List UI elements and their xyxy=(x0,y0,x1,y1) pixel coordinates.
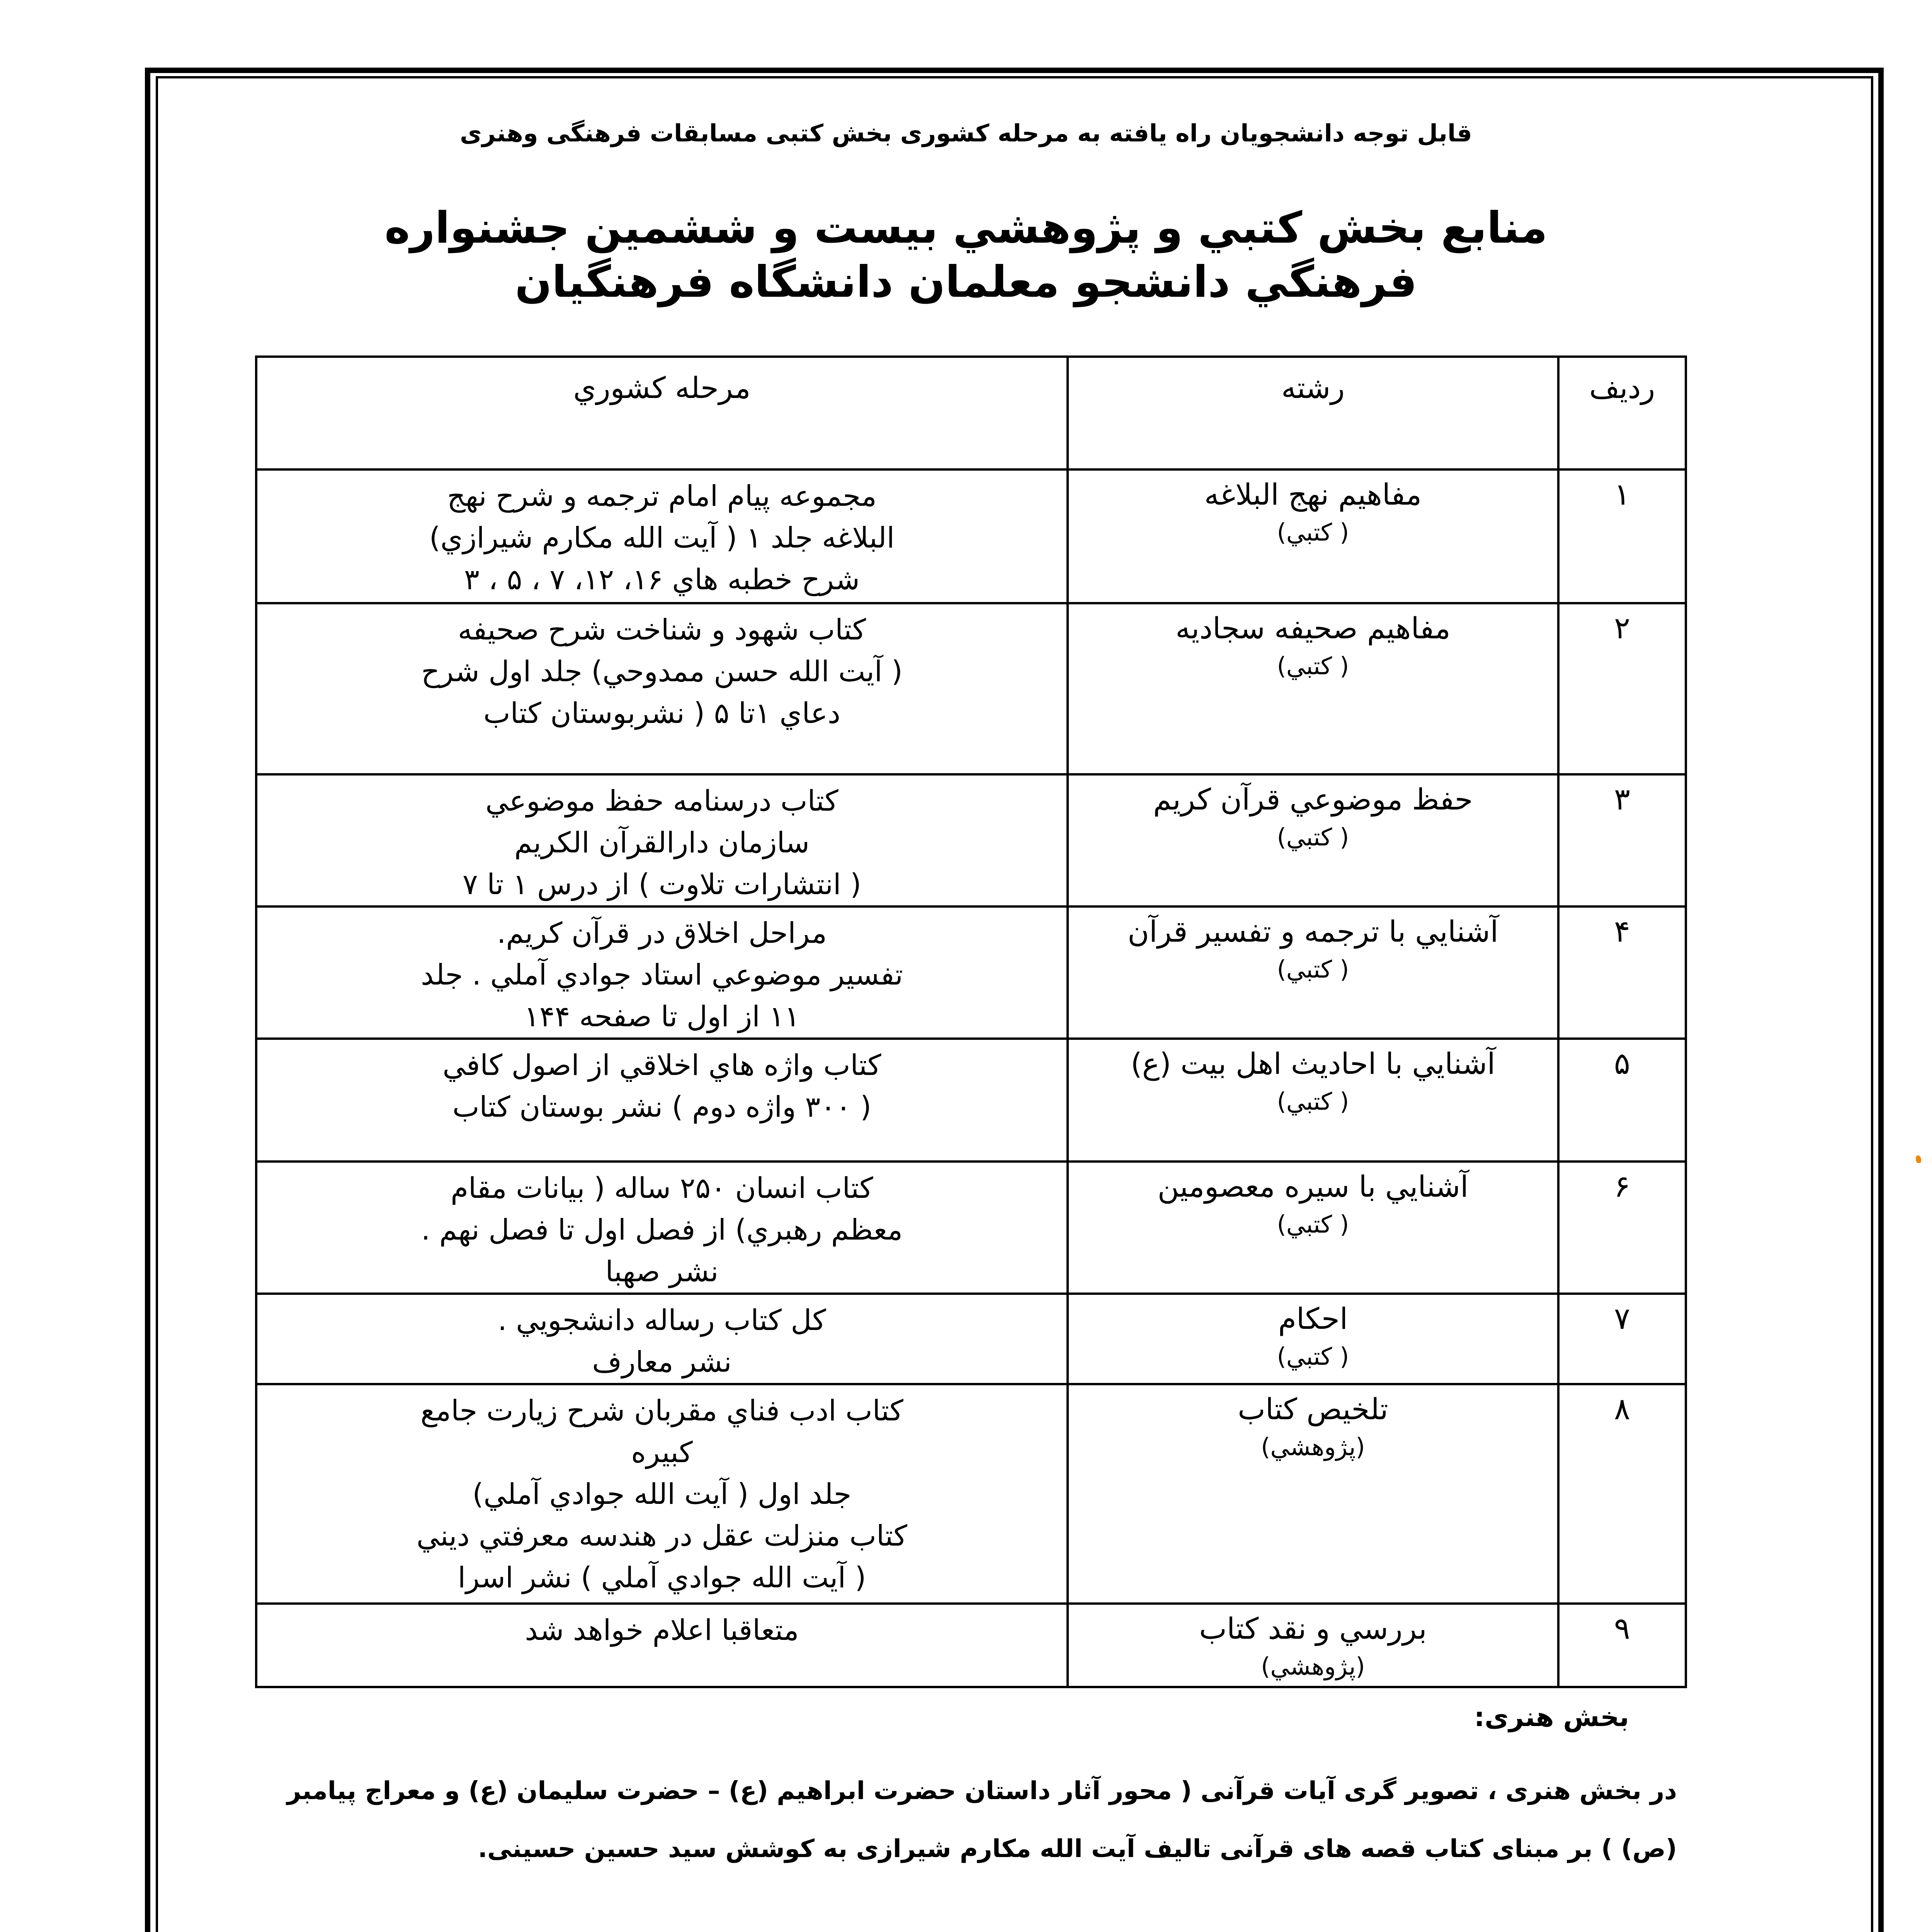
row-number: ٧ xyxy=(1558,1294,1686,1384)
source-line: كتاب انسان ٢۵٠ ساله ( بيانات مقام xyxy=(451,1172,873,1205)
art-section-heading: بخش هنری: xyxy=(1474,1702,1629,1733)
source-line: معظم رهبري) از فصل اول تا فصل نهم . xyxy=(421,1213,903,1247)
source-line: دعاي ١تا ۵ ( نشربوستان كتاب xyxy=(483,697,840,730)
field-name: آشنايي با سيره معصومين xyxy=(1157,1169,1469,1204)
source-line: كتاب ادب فناي مقربان شرح زيارت جامع xyxy=(420,1394,903,1427)
source-line: نشر صهبا xyxy=(605,1255,719,1288)
source-line: جلد اول ( آيت الله جوادي آملي) xyxy=(472,1478,852,1511)
row-number: ١ xyxy=(1558,469,1686,603)
source-line: سازمان دارالقرآن الكريم xyxy=(514,826,810,859)
row-field xyxy=(1068,906,1558,1039)
field-kind: (پژوهشي) xyxy=(1261,1433,1365,1461)
source-line: كبيره xyxy=(631,1436,693,1469)
row-field xyxy=(1068,603,1558,774)
row-field xyxy=(1068,774,1558,906)
art-section-body: در بخش هنری ، تصویر گری آیات قرآنی ( محور آثار داستان حضرت ابراهیم (ع) – حضرت سلیمان (ع) و معراج پیامبر (ص) ) بر مبنای کتاب قصه های قرآنی تالیف آیت الله مکارم شیرازی به کوشش سید حسین حسینی. xyxy=(287,1777,1677,1863)
table-header-row xyxy=(256,357,1686,469)
source-line: مجموعه پيام امام ترجمه و شرح نهج xyxy=(447,480,877,513)
field-kind: ( كتبي) xyxy=(1277,1087,1349,1116)
field-kind: ( كتبي) xyxy=(1277,518,1349,546)
field-name: مفاهيم نهج البلاغه xyxy=(1204,477,1422,512)
table-row xyxy=(256,1294,1686,1384)
source-line: ( آيت الله جوادي آملي ) نشر اسرا xyxy=(457,1561,866,1594)
row-number: ٢ xyxy=(1558,603,1686,774)
row-source xyxy=(256,774,1068,906)
source-line: كتاب واژه هاي اخلاقي از اصول كافي xyxy=(442,1049,881,1082)
field-name: آشنايي با احاديث اهل بيت (ع) xyxy=(1131,1046,1495,1081)
row-source xyxy=(256,1162,1068,1294)
field-kind: ( كتبي) xyxy=(1277,955,1349,983)
source-line: كل كتاب رساله دانشجويي . xyxy=(498,1304,826,1337)
source-line: كتاب منزلت عقل در هندسه معرفتي ديني xyxy=(416,1519,908,1553)
field-name: بررسي و نقد كتاب xyxy=(1199,1611,1427,1646)
table-row xyxy=(256,603,1686,774)
table-row xyxy=(256,906,1686,1039)
row-source xyxy=(256,906,1068,1039)
field-kind: ( كتبي) xyxy=(1277,1210,1349,1238)
row-source xyxy=(256,469,1068,603)
row-number: ۴ xyxy=(1558,906,1686,1039)
row-source xyxy=(256,1384,1068,1604)
field-name: مفاهيم صحيفه سجاديه xyxy=(1175,611,1451,645)
field-kind: ( كتبي) xyxy=(1277,823,1349,851)
source-line: متعاقبا اعلام خواهد شد xyxy=(525,1614,799,1647)
document-title xyxy=(270,201,1662,309)
scan-speck xyxy=(1916,1155,1921,1163)
table-row xyxy=(256,469,1686,603)
source-line: كتاب شهود و شناخت شرح صحيفه xyxy=(457,613,866,646)
row-number: ٨ xyxy=(1558,1384,1686,1604)
source-line: كتاب درسنامه حفظ موضوعي xyxy=(485,784,838,818)
row-number: ٣ xyxy=(1558,774,1686,906)
field-name: حفظ موضوعي قرآن كريم xyxy=(1153,782,1473,816)
field-kind: (پژوهشي) xyxy=(1261,1652,1365,1680)
source-line: نشر معارف xyxy=(592,1345,732,1379)
header-field: رشته xyxy=(1068,357,1558,469)
row-source xyxy=(256,1294,1068,1384)
row-field xyxy=(1068,1039,1558,1162)
field-kind: ( كتبي) xyxy=(1277,652,1349,680)
table-row xyxy=(256,1039,1686,1162)
row-number: ۶ xyxy=(1558,1162,1686,1294)
source-line: البلاغه جلد ١ ( آيت الله مكارم شيرازي) xyxy=(429,521,895,554)
table-row xyxy=(256,774,1686,906)
row-source xyxy=(256,1039,1068,1162)
row-number: ۵ xyxy=(1558,1039,1686,1162)
notice-heading: قابل توجه دانشجویان راه یافته به مرحله کشوری بخش کتبی مسابقات فرهنگی وهنری xyxy=(460,119,1472,147)
row-field xyxy=(1068,1162,1558,1294)
sources-table xyxy=(255,355,1687,1688)
source-line: ( انتشارات تلاوت ) از درس ١ تا ٧ xyxy=(462,868,862,901)
source-line: ( آيت الله حسن ممدوحي) جلد اول شرح xyxy=(421,655,903,688)
field-name: احكام xyxy=(1278,1301,1348,1336)
title-line-1: منابع بخش كتبي و پژوهشي بيست و ششمين جشنواره xyxy=(384,203,1548,253)
row-field xyxy=(1068,469,1558,603)
row-field xyxy=(1068,1384,1558,1604)
header-national-stage: مرحله كشوري xyxy=(256,357,1068,469)
row-number: ٩ xyxy=(1558,1604,1686,1687)
source-line: شرح خطبه هاي ١۶، ١٢، ٧ ، ۵ ، ٣ xyxy=(464,563,860,596)
field-name: آشنايي با ترجمه و تفسير قرآن xyxy=(1128,914,1498,949)
row-source xyxy=(256,603,1068,774)
field-name: تلخيص كتاب xyxy=(1238,1392,1388,1426)
table-row xyxy=(256,1604,1686,1687)
table-row xyxy=(256,1162,1686,1294)
row-field xyxy=(1068,1604,1558,1687)
title-line-2: فرهنگي دانشجو معلمان دانشگاه فرهنگيان xyxy=(515,257,1417,307)
row-field xyxy=(1068,1294,1558,1384)
source-line: ١١ از اول تا صفحه ١۴۴ xyxy=(524,1000,800,1033)
source-line: ( ٣٠٠ واژه دوم ) نشر بوستان كتاب xyxy=(452,1090,872,1124)
table-row xyxy=(256,1384,1686,1604)
row-source xyxy=(256,1604,1068,1687)
header-row-no: رديف xyxy=(1558,357,1686,469)
source-line: تفسير موضوعي استاد جوادي آملي . جلد xyxy=(421,958,903,992)
field-kind: ( كتبي) xyxy=(1277,1342,1349,1371)
source-line: مراحل اخلاق در قرآن كريم. xyxy=(497,917,827,950)
